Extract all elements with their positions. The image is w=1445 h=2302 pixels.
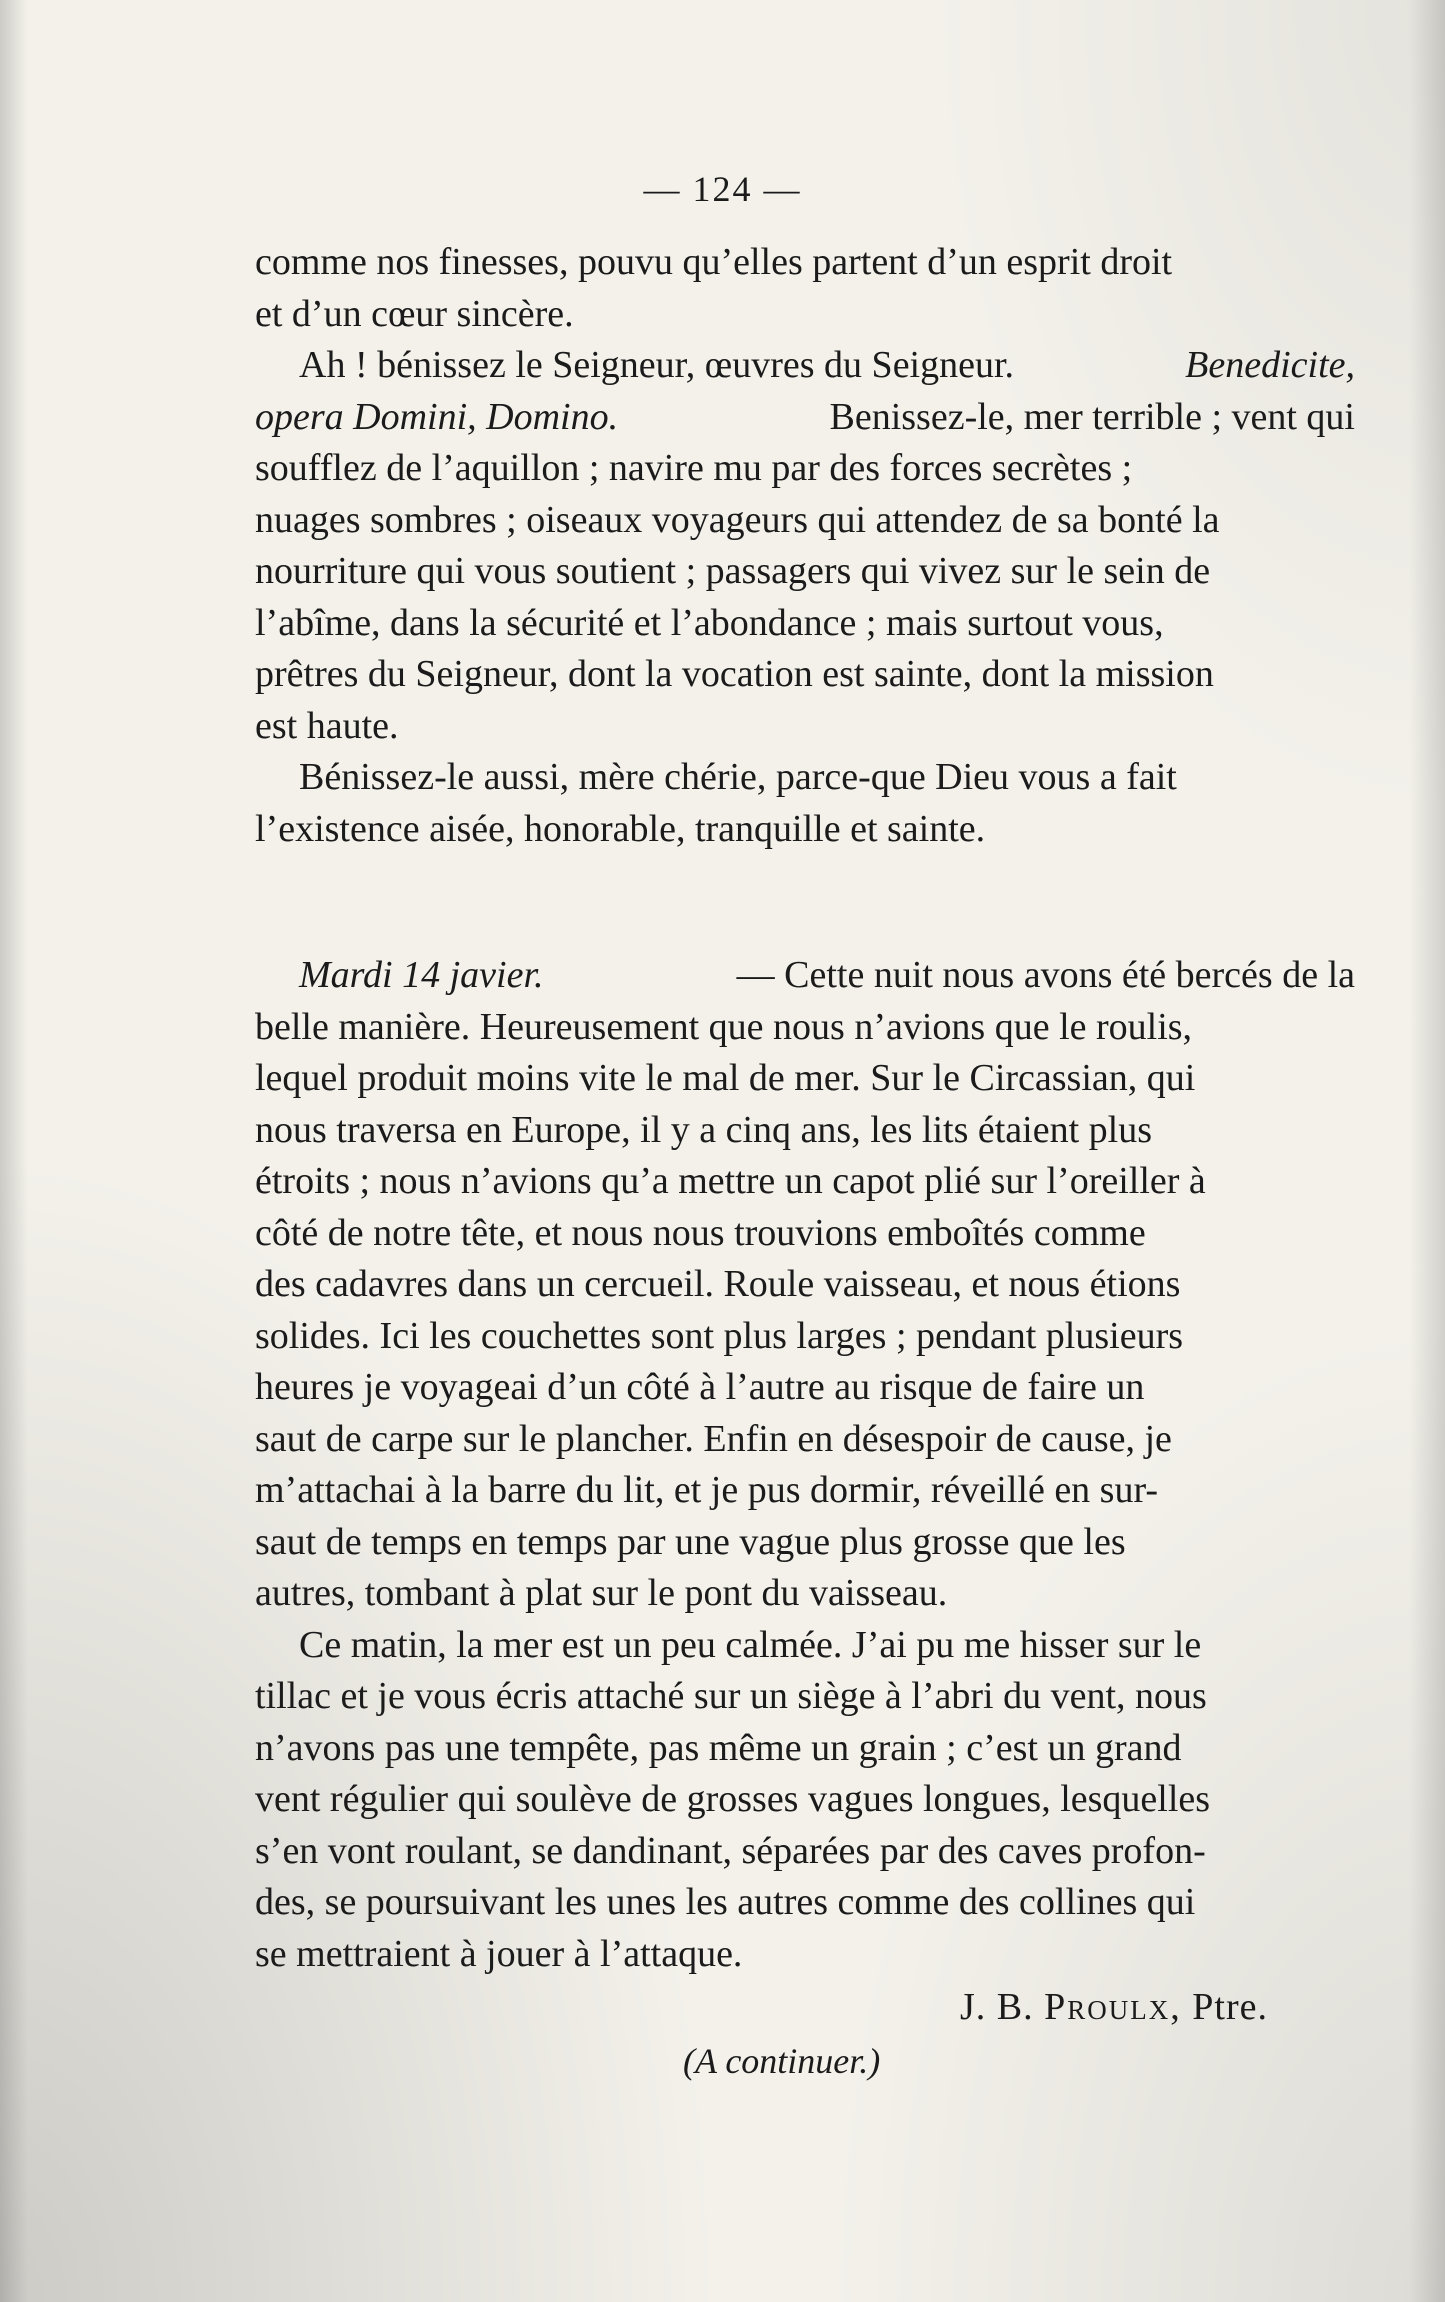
text-line: nuages sombres ; oiseaux voyageurs qui attendez de sa bonté la xyxy=(255,498,1220,541)
text-line: l’abîme, dans la sécurité et l’abondance ; mais surtout vous, xyxy=(255,601,1164,644)
text-line: côté de notre tête, et nous nous trouvions emboîtés comme xyxy=(255,1211,1146,1254)
page-edge-shadow-left xyxy=(0,0,28,2302)
text-line: est haute. xyxy=(255,704,399,747)
text-line: vent régulier qui soulève de grosses vagues longues, lesquelles xyxy=(255,1778,1211,1820)
text-line: s’en vont roulant, se dandinant, séparées par des caves profon- xyxy=(255,1829,1206,1872)
text-line: lequel produit moins vite le mal de mer. Sur le Circassian, qui xyxy=(255,1057,1196,1099)
text-line: étroits ; nous n’avions qu’a mettre un capot plié sur l’oreiller à xyxy=(255,1160,1206,1202)
text-line: tillac et je vous écris attaché sur un siège à l’abri du vent, nous xyxy=(255,1675,1207,1717)
text-line: des, se poursuivant les unes les autres comme des collines qui xyxy=(255,1881,1196,1923)
text-line: saut de temps en temps par une vague plus grosse que les xyxy=(255,1520,1126,1563)
text-line: autres, tombant à plat sur le pont du vaisseau. xyxy=(255,1572,948,1614)
text-block-diary xyxy=(255,950,1355,1980)
signature-name: Proulx, xyxy=(1044,1986,1182,2028)
text-line: comme nos finesses, pouvu qu’elles partent d’un esprit droit xyxy=(255,241,1173,283)
text-line: prêtres du Seigneur, dont la vocation est sainte, dont la mission xyxy=(255,653,1214,695)
text-line: Ah ! bénissez le Seigneur, œuvres du Seigneur. Benedicite, xyxy=(299,344,1355,386)
text-line: solides. Ici les couchettes sont plus larges ; pendant plusieurs xyxy=(255,1314,1184,1357)
text-line: Mardi 14 javier. — Cette nuit nous avons été bercés de la xyxy=(255,950,1355,1002)
page-number: — 124 — xyxy=(643,169,802,209)
text-line: belle manière. Heureusement que nous n’avions que le roulis, xyxy=(255,1005,1193,1048)
diary-date: Mardi 14 javier. xyxy=(299,954,544,996)
text-line: Bénissez-le aussi, mère chérie, parce-que Dieu vous a fait xyxy=(299,756,1177,798)
text-line: saut de carpe sur le plancher. Enfin en désespoir de cause, je xyxy=(255,1417,1172,1460)
text-line: n’avons pas une tempête, pas même un grain ; c’est un grand xyxy=(255,1726,1182,1769)
signature-initials: J. B. xyxy=(960,1986,1034,2028)
text-block-top xyxy=(255,237,1355,855)
signature xyxy=(960,1985,1268,2029)
signature-title: Ptre. xyxy=(1192,1986,1268,2028)
text-line: heures je voyageai d’un côté à l’autre au risque de faire un xyxy=(255,1366,1145,1408)
text-line: des cadavres dans un cercueil. Roule vaisseau, et nous étions xyxy=(255,1263,1181,1305)
text-line: l’existence aisée, honorable, tranquille et sainte. xyxy=(255,807,986,850)
text-line: et d’un cœur sincère. xyxy=(255,292,574,335)
page-edge-shadow-right xyxy=(1409,0,1445,2302)
text-line: se mettraient à jouer à l’attaque. xyxy=(255,1932,743,1975)
text-line: m’attachai à la barre du lit, et je pus dormir, réveillé en sur- xyxy=(255,1469,1159,1511)
text-line: nourriture qui vous soutient ; passagers qui vivez sur le sein de xyxy=(255,550,1211,592)
text-line: Ce matin, la mer est un peu calmée. J’ai pu me hisser sur le xyxy=(299,1623,1202,1666)
text-line: soufflez de l’aquillon ; navire mu par des forces secrètes ; xyxy=(255,447,1133,489)
text-line: opera Domini, Domino. Benissez-le, mer terrible ; vent qui xyxy=(255,395,1355,438)
continuation-note: (A continuer.) xyxy=(683,2041,881,2081)
text-line: nous traversa en Europe, il y a cinq ans, les lits étaient plus xyxy=(255,1108,1152,1151)
